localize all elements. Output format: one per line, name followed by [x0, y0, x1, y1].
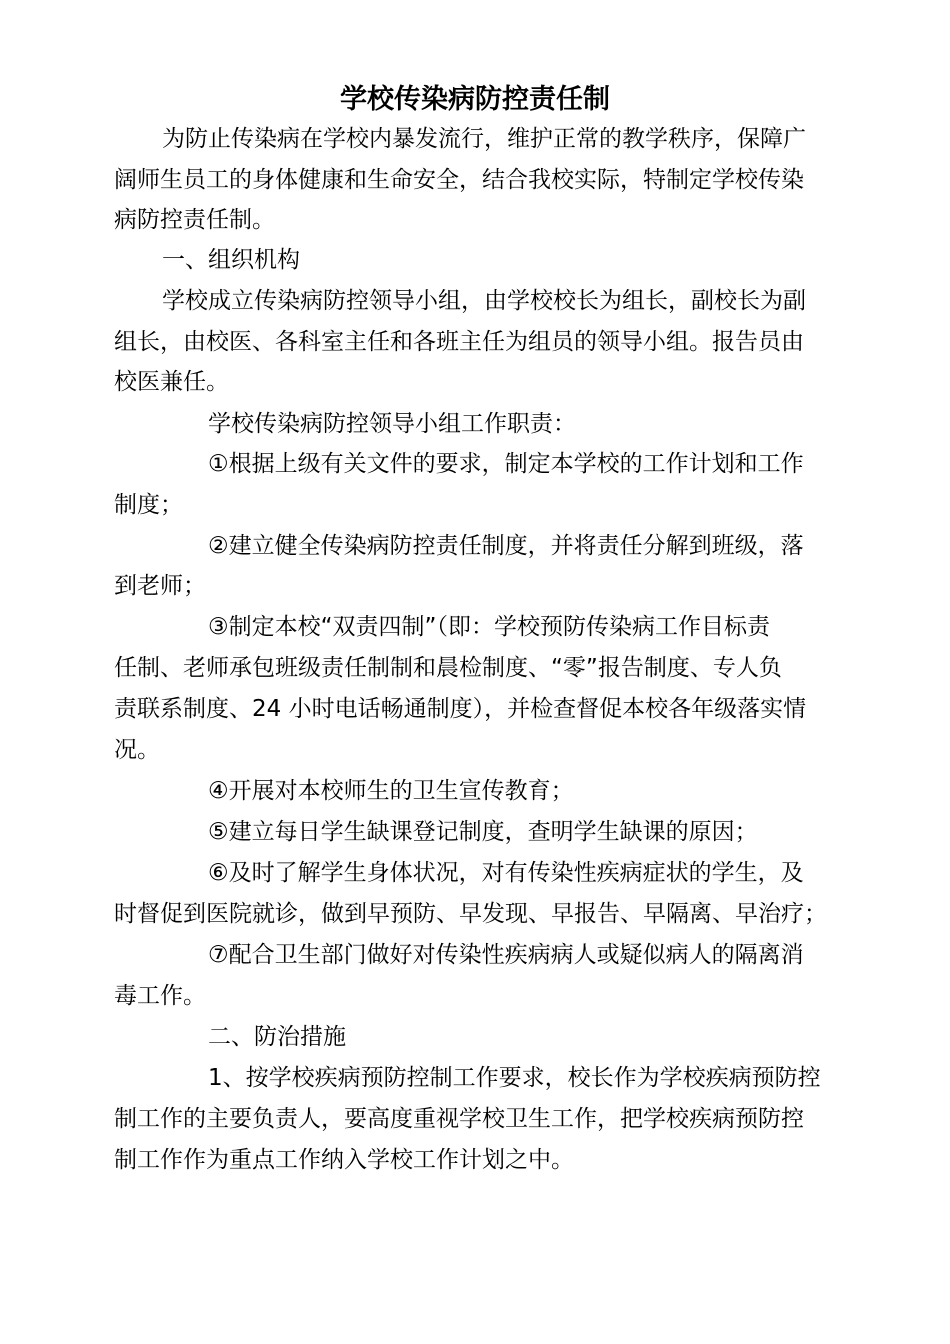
list-item-line: ⑦配合卫生部门做好对传染性疾病病人或疑似病人的隔离消 — [208, 942, 804, 968]
list-item-line: ①根据上级有关文件的要求，制定本学校的工作计划和工作 — [208, 451, 804, 477]
list-item-line: 制度； — [114, 492, 183, 518]
list-item-line: 责联系制度、24 小时电话畅通制度），并检查督促本校各年级落实情 — [114, 696, 807, 722]
document-title: 学校传染病防控责任制 — [340, 84, 610, 115]
paragraph-line: 1、按学校疾病预防控制工作要求，校长作为学校疾病预防控 — [208, 1065, 821, 1091]
list-item-line: 到老师； — [114, 573, 206, 599]
section-heading: 一、组织机构 — [162, 247, 300, 273]
section-heading: 二、防治措施 — [208, 1024, 346, 1050]
paragraph-line: 组长，由校医、各科室主任和各班主任为组员的领导小组。报告员由 — [114, 329, 804, 355]
paragraph-line: 为防止传染病在学校内暴发流行，维护正常的教学秩序，保障广 — [162, 126, 806, 152]
list-item-line: 时督促到医院就诊，做到早预防、早发现、早报告、早隔离、早治疗； — [114, 901, 827, 927]
paragraph-line: 阔师生员工的身体健康和生命安全，结合我校实际，特制定学校传染 — [114, 167, 804, 193]
list-item-line: ⑥及时了解学生身体状况，对有传染性疾病症状的学生，及 — [208, 860, 804, 886]
list-item-line: 毒工作。 — [114, 983, 206, 1009]
list-item-line: ④开展对本校师生的卫生宣传教育； — [208, 778, 574, 804]
list-item-line: ⑤建立每日学生缺课登记制度，查明学生缺课的原因； — [208, 819, 758, 845]
list-item-line: ②建立健全传染病防控责任制度，并将责任分解到班级，落 — [208, 533, 804, 559]
paragraph-line: 制工作作为重点工作纳入学校工作计划之中。 — [114, 1147, 574, 1173]
subheading: 学校传染病防控领导小组工作职责： — [208, 411, 576, 437]
paragraph-line: 病防控责任制。 — [114, 207, 275, 233]
paragraph-line: 校医兼任。 — [114, 369, 229, 395]
paragraph-line: 学校成立传染病防控领导小组，由学校校长为组长，副校长为副 — [162, 288, 806, 314]
list-item-line: 况。 — [114, 737, 160, 763]
paragraph-line: 制工作的主要负责人，要高度重视学校卫生工作，把学校疾病预防控 — [114, 1106, 804, 1132]
list-item-line: ③制定本校“双责四制”（即：学校预防传染病工作目标责 — [208, 614, 770, 640]
list-item-line: 任制、老师承包班级责任制制和晨检制度、“零”报告制度、专人负 — [114, 655, 782, 681]
